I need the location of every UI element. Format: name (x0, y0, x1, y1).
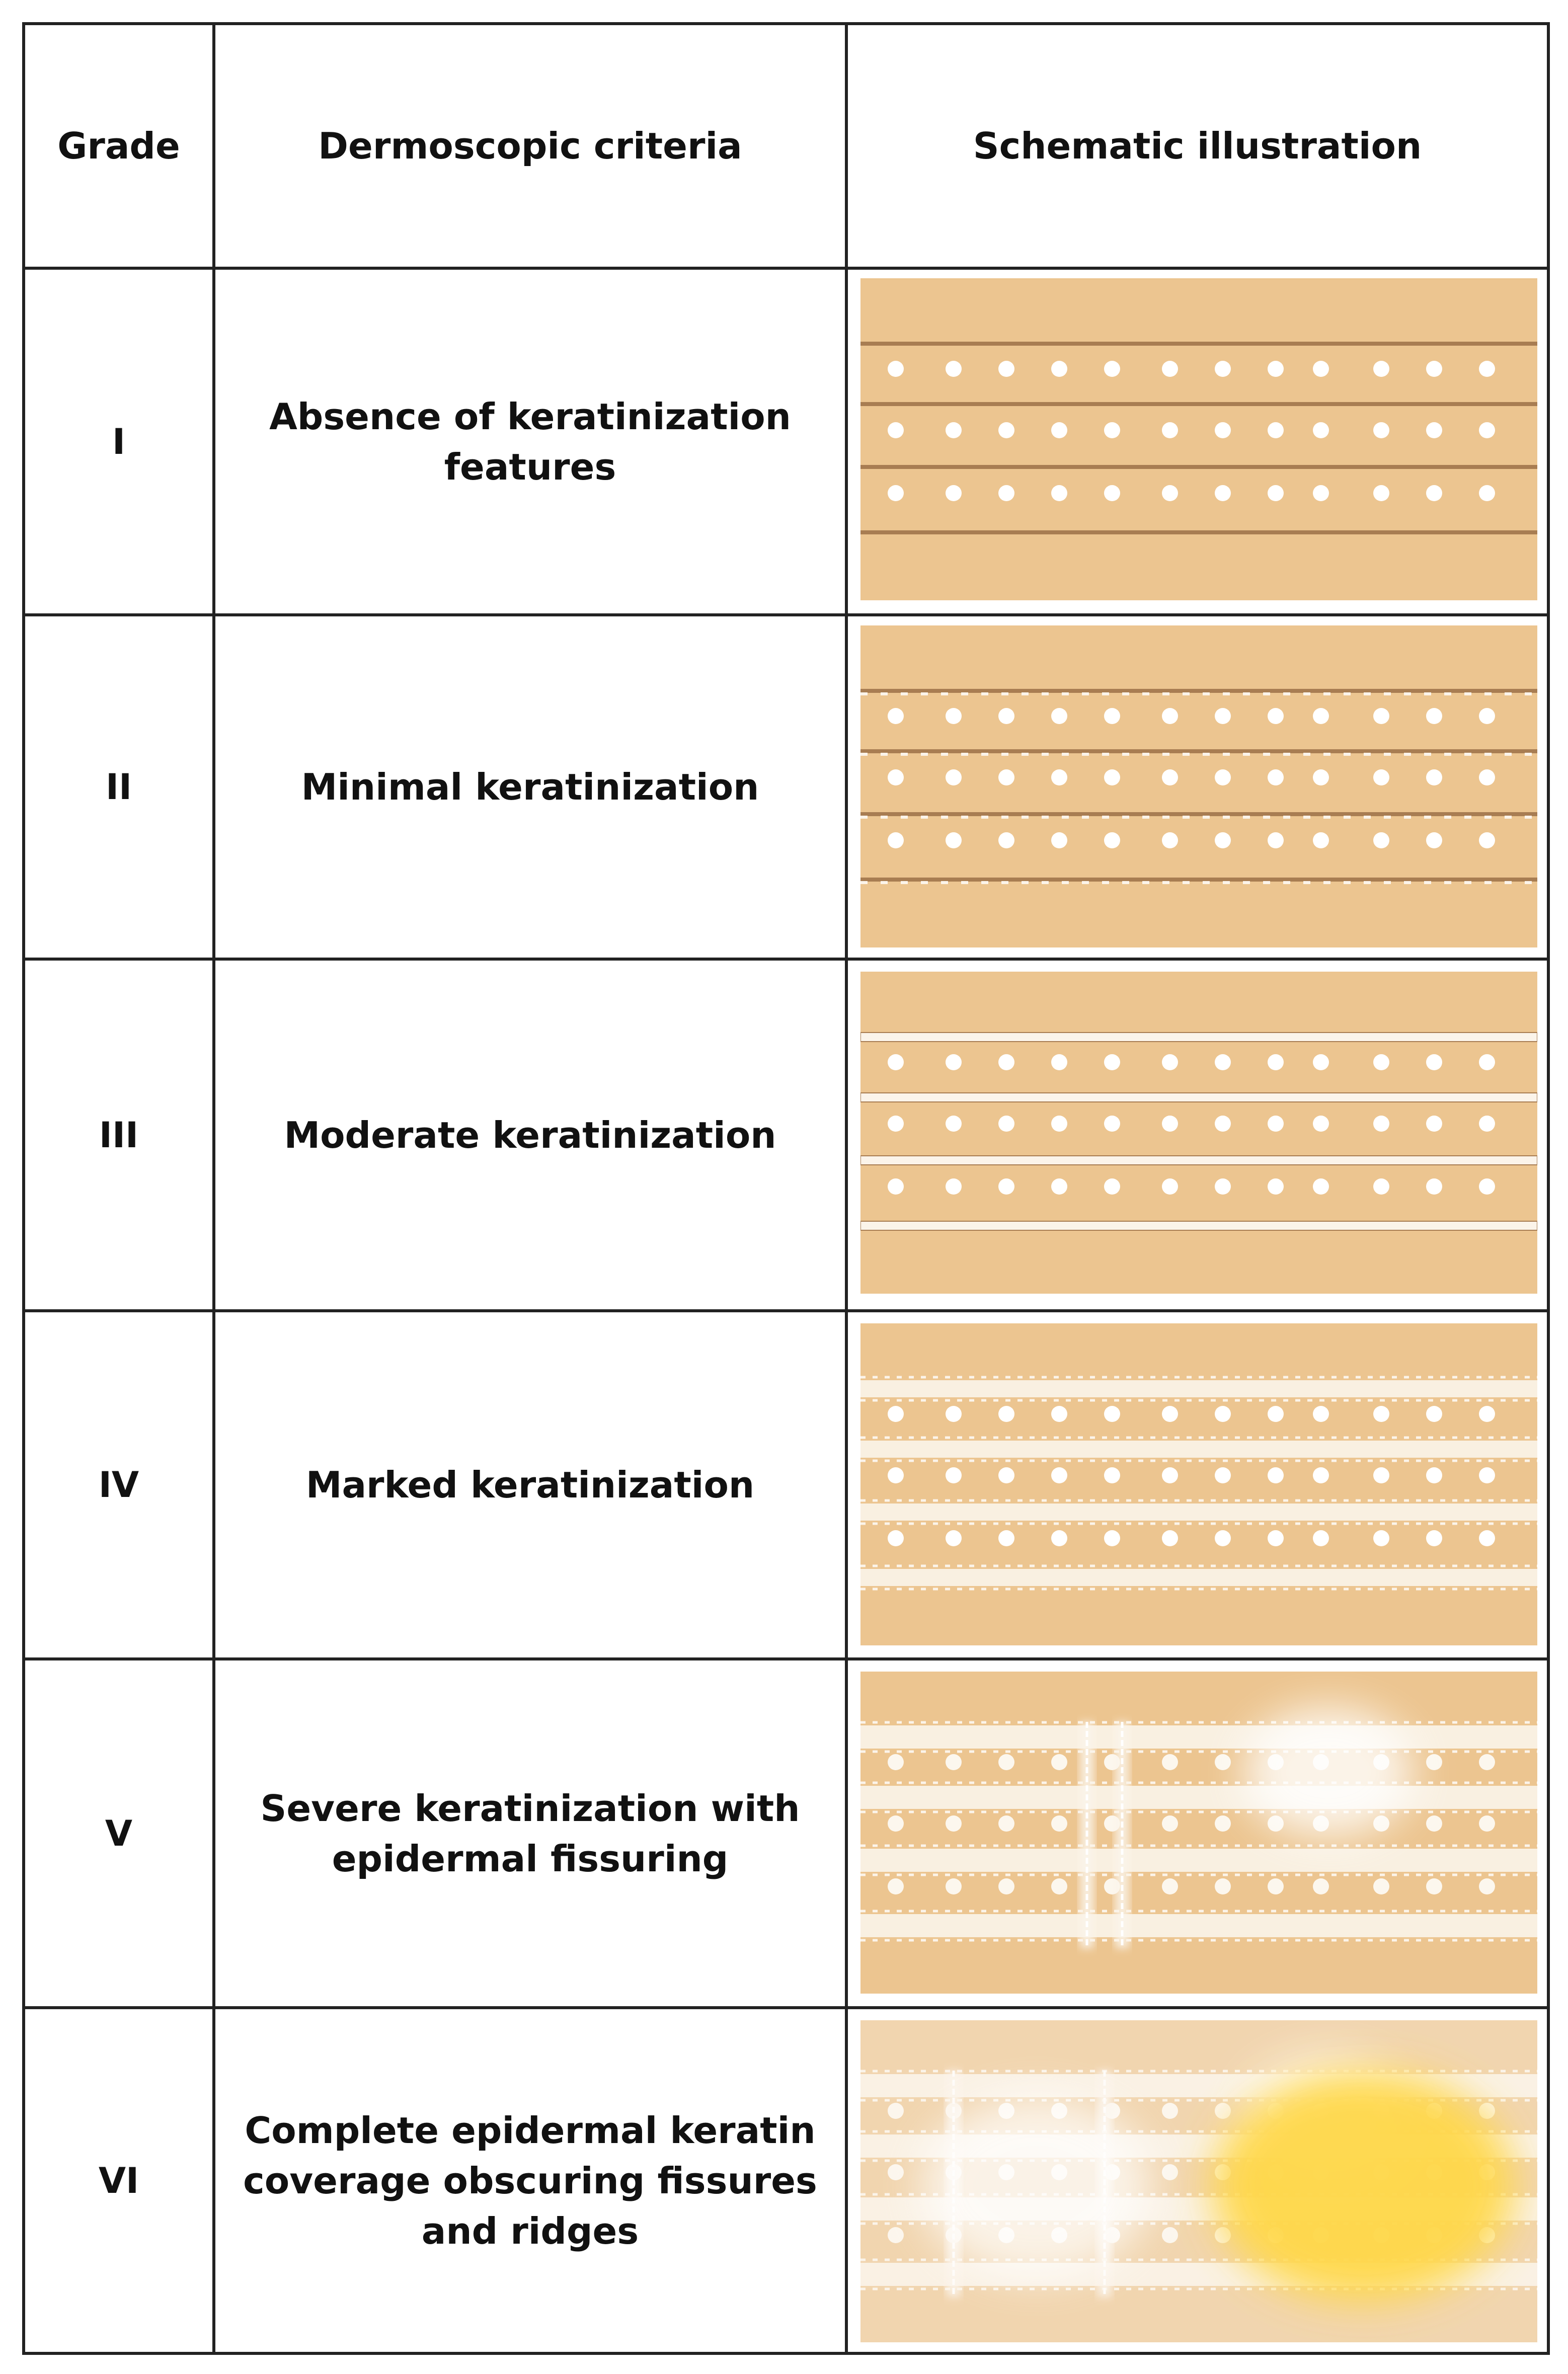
sweat-pore (1104, 708, 1120, 724)
sweat-pore (1268, 832, 1284, 848)
skin-background (860, 625, 1537, 947)
sweat-pore (946, 1878, 962, 1894)
sweat-pore (1479, 1054, 1495, 1070)
furrow-line (860, 689, 1537, 693)
sweat-pore (1313, 1116, 1329, 1132)
sweat-pore (1426, 361, 1442, 377)
sweat-pore (1104, 832, 1120, 848)
sweat-pore (1479, 485, 1495, 501)
sweat-pore (1215, 1467, 1231, 1483)
sweat-pore (1162, 1116, 1178, 1132)
furrow-line (860, 402, 1537, 406)
sweat-pore (1373, 361, 1389, 377)
keratin-band (860, 1441, 1537, 1458)
sweat-pore (1479, 422, 1495, 438)
sweat-pore (1373, 1054, 1389, 1070)
sweat-pore (1479, 1406, 1495, 1422)
sweat-pore (1215, 1116, 1231, 1132)
sweat-pore (1215, 1815, 1231, 1832)
sweat-pore (1373, 1530, 1389, 1546)
criteria-text: Marked keratinization (305, 1464, 755, 1506)
grade-label: V (105, 1812, 133, 1854)
sweat-pore (1162, 832, 1178, 848)
grade-label: III (99, 1114, 139, 1156)
sweat-pore (1051, 1178, 1067, 1195)
sweat-pore (1268, 361, 1284, 377)
sweat-pore (946, 485, 962, 501)
grade-label: I (112, 421, 126, 462)
sweat-pore (1051, 1754, 1067, 1770)
sweat-pore (1162, 1054, 1178, 1070)
sweat-pore (1313, 769, 1329, 785)
sweat-pore (946, 1754, 962, 1770)
keratin-band (860, 1914, 1537, 1937)
sweat-pore (1479, 1754, 1495, 1770)
illustration-grade-iv (860, 1323, 1537, 1645)
sweat-pore (1479, 1530, 1495, 1546)
sweat-pore (1268, 769, 1284, 785)
sweat-pore (1426, 1116, 1442, 1132)
keratin-band (860, 1849, 1537, 1872)
sweat-pore (1215, 361, 1231, 377)
sweat-pore (1313, 1178, 1329, 1195)
skin-schematic-svg (860, 625, 1537, 947)
sweat-pore (1313, 1530, 1329, 1546)
sweat-pore (946, 1054, 962, 1070)
sweat-pore (1051, 769, 1067, 785)
sweat-pore (888, 1116, 904, 1132)
sweat-pore (888, 361, 904, 377)
sweat-pore (946, 1815, 962, 1832)
sweat-pore (1268, 708, 1284, 724)
sweat-pore (1051, 361, 1067, 377)
sweat-pore (888, 832, 904, 848)
sweat-pore (888, 1178, 904, 1195)
sweat-pore (1373, 1467, 1389, 1483)
sweat-pore (1426, 832, 1442, 848)
sweat-pore (1162, 485, 1178, 501)
sweat-pore (1051, 1054, 1067, 1070)
sweat-pore (998, 1178, 1014, 1195)
sweat-pore (998, 1406, 1014, 1422)
criteria-text: Complete epidermal keratin coverage obscuring fissures and ridges (243, 2109, 817, 2252)
keratin-band (860, 1380, 1537, 1397)
skin-schematic-svg (860, 278, 1537, 600)
sweat-pore (1373, 1178, 1389, 1195)
criteria-text: Absence of keratinization features (269, 395, 791, 488)
keratin-furrow (860, 1033, 1537, 1042)
sweat-pore (1426, 1878, 1442, 1894)
sweat-pore (1104, 485, 1120, 501)
sweat-pore (1479, 708, 1495, 724)
sweat-pore (1479, 1467, 1495, 1483)
sweat-pore (1268, 422, 1284, 438)
sweat-pore (1426, 485, 1442, 501)
sweat-pore (1313, 422, 1329, 438)
sweat-pore (1215, 485, 1231, 501)
sweat-pore (1215, 1530, 1231, 1546)
sweat-pore (1268, 1406, 1284, 1422)
skin-schematic-svg (860, 1672, 1537, 1994)
sweat-pore (946, 1530, 962, 1546)
sweat-pore (1051, 1878, 1067, 1894)
sweat-pore (1313, 1054, 1329, 1070)
sweat-pore (1104, 1054, 1120, 1070)
sweat-pore (1268, 1467, 1284, 1483)
sweat-pore (1215, 422, 1231, 438)
sweat-pore (998, 1815, 1014, 1832)
furrow-line (860, 530, 1537, 534)
sweat-pore (1104, 1406, 1120, 1422)
illustration-grade-i (860, 278, 1537, 600)
sweat-pore (1051, 485, 1067, 501)
sweat-pore (1426, 1530, 1442, 1546)
keratin-band (860, 1503, 1537, 1521)
skin-schematic-svg (860, 1323, 1537, 1645)
sweat-pore (1162, 1178, 1178, 1195)
sweat-pore (1313, 832, 1329, 848)
sweat-pore (888, 769, 904, 785)
sweat-pore (998, 1054, 1014, 1070)
sweat-pore (1051, 1815, 1067, 1832)
sweat-pore (998, 1530, 1014, 1546)
skin-background (860, 278, 1537, 600)
sweat-pore (998, 1754, 1014, 1770)
sweat-pore (888, 708, 904, 724)
sweat-pore (1426, 1054, 1442, 1070)
sweat-pore (1426, 1406, 1442, 1422)
sweat-pore (1479, 769, 1495, 785)
sweat-pore (1104, 1178, 1120, 1195)
sweat-pore (1373, 1116, 1389, 1132)
sweat-pore (1426, 1754, 1442, 1770)
sweat-pore (888, 1406, 904, 1422)
furrow-line (860, 812, 1537, 816)
skin-schematic-svg (860, 972, 1537, 1294)
sweat-pore (998, 361, 1014, 377)
sweat-pore (1215, 708, 1231, 724)
sweat-pore (1313, 1878, 1329, 1894)
header-grade: Grade (57, 125, 180, 167)
sweat-pore (1373, 422, 1389, 438)
sweat-pore (998, 769, 1014, 785)
sweat-pore (1268, 1116, 1284, 1132)
sweat-pore (888, 1530, 904, 1546)
sweat-pore (1373, 1406, 1389, 1422)
sweat-pore (1104, 769, 1120, 785)
keratin-band (860, 1786, 1537, 1809)
sweat-pore (946, 708, 962, 724)
sweat-pore (888, 1754, 904, 1770)
sweat-pore (1162, 1467, 1178, 1483)
keratin-band (860, 1725, 1537, 1749)
sweat-pore (1313, 708, 1329, 724)
sweat-pore (1479, 832, 1495, 848)
sweat-pore (1215, 769, 1231, 785)
skin-background (860, 1323, 1537, 1645)
sweat-pore (1426, 769, 1442, 785)
sweat-pore (1479, 1815, 1495, 1832)
header-schematic-illustration: Schematic illustration (973, 125, 1422, 167)
sweat-pore (998, 422, 1014, 438)
sweat-pore (1479, 1178, 1495, 1195)
skin-schematic-svg (860, 2020, 1537, 2342)
sweat-pore (888, 1467, 904, 1483)
sweat-pore (1373, 1878, 1389, 1894)
sweat-pore (946, 769, 962, 785)
sweat-pore (1215, 1754, 1231, 1770)
sweat-pore (1162, 1754, 1178, 1770)
illustration-grade-vi (860, 2020, 1537, 2342)
sweat-pore (1051, 1467, 1067, 1483)
sweat-pore (1051, 1116, 1067, 1132)
sweat-pore (998, 708, 1014, 724)
sweat-pore (1373, 485, 1389, 501)
illustration-grade-v (860, 1672, 1537, 1994)
sweat-pore (1313, 361, 1329, 377)
skin-background (860, 972, 1537, 1294)
sweat-pore (1215, 832, 1231, 848)
sweat-pore (1162, 1815, 1178, 1832)
criteria-text: Moderate keratinization (284, 1114, 776, 1156)
sweat-pore (1268, 485, 1284, 501)
sweat-pore (1426, 1467, 1442, 1483)
keratin-patch (1243, 1707, 1414, 1838)
sweat-pore (1479, 1878, 1495, 1894)
keratin-furrow (860, 1156, 1537, 1165)
furrow-line (860, 878, 1537, 882)
sweat-pore (1104, 1116, 1120, 1132)
sweat-pore (1426, 422, 1442, 438)
skin-background (860, 1672, 1537, 1994)
sweat-pore (1051, 422, 1067, 438)
sweat-pore (998, 832, 1014, 848)
sweat-pore (1268, 1878, 1284, 1894)
sweat-pore (1162, 769, 1178, 785)
sweat-pore (1313, 1467, 1329, 1483)
sweat-pore (1313, 1406, 1329, 1422)
sweat-pore (1104, 361, 1120, 377)
keratin-furrow (860, 1221, 1537, 1230)
sweat-pore (1268, 1530, 1284, 1546)
sweat-pore (1268, 1054, 1284, 1070)
grade-label: IV (98, 1464, 139, 1506)
sweat-pore (1104, 1530, 1120, 1546)
sweat-pore (888, 1878, 904, 1894)
furrow-line (860, 465, 1537, 469)
sweat-pore (1373, 708, 1389, 724)
sweat-pore (1373, 769, 1389, 785)
sweat-pore (998, 1116, 1014, 1132)
sweat-pore (1162, 1406, 1178, 1422)
sweat-pore (888, 1054, 904, 1070)
sweat-pore (1215, 1054, 1231, 1070)
criteria-text: Minimal keratinization (301, 766, 759, 808)
sweat-pore (1215, 1406, 1231, 1422)
sweat-pore (1162, 708, 1178, 724)
sweat-pore (1104, 1467, 1120, 1483)
keratin-furrow (860, 1093, 1537, 1102)
grade-label: VI (98, 2160, 139, 2201)
sweat-pore (1215, 1878, 1231, 1894)
sweat-pore (888, 1815, 904, 1832)
criteria-text: Severe keratinization with epidermal fissuring (260, 1787, 800, 1880)
header-dermoscopic-criteria: Dermoscopic criteria (318, 125, 742, 167)
yellow-keratin-patch (1213, 2071, 1515, 2302)
sweat-pore (1426, 1178, 1442, 1195)
sweat-pore (888, 422, 904, 438)
sweat-pore (888, 485, 904, 501)
sweat-pore (946, 1116, 962, 1132)
keratin-band (860, 1569, 1537, 1586)
sweat-pore (946, 1467, 962, 1483)
keratin-patch (921, 2096, 1152, 2277)
sweat-pore (1268, 1178, 1284, 1195)
sweat-pore (946, 361, 962, 377)
sweat-pore (946, 832, 962, 848)
sweat-pore (1162, 1530, 1178, 1546)
sweat-pore (1215, 1178, 1231, 1195)
sweat-pore (1104, 422, 1120, 438)
sweat-pore (1162, 361, 1178, 377)
sweat-pore (998, 1467, 1014, 1483)
illustration-grade-iii (860, 972, 1537, 1294)
sweat-pore (1426, 1815, 1442, 1832)
sweat-pore (998, 485, 1014, 501)
sweat-pore (1051, 832, 1067, 848)
sweat-pore (946, 1406, 962, 1422)
sweat-pore (1051, 708, 1067, 724)
grade-label: II (105, 766, 132, 808)
furrow-line (860, 342, 1537, 346)
sweat-pore (1162, 1878, 1178, 1894)
sweat-pore (1479, 361, 1495, 377)
sweat-pore (946, 1178, 962, 1195)
sweat-pore (946, 422, 962, 438)
sweat-pore (1051, 1530, 1067, 1546)
furrow-line (860, 749, 1537, 753)
sweat-pore (1162, 422, 1178, 438)
sweat-pore (1479, 1116, 1495, 1132)
illustration-grade-ii (860, 625, 1537, 947)
sweat-pore (1426, 708, 1442, 724)
sweat-pore (1313, 485, 1329, 501)
sweat-pore (1373, 832, 1389, 848)
sweat-pore (998, 1878, 1014, 1894)
sweat-pore (1051, 1406, 1067, 1422)
